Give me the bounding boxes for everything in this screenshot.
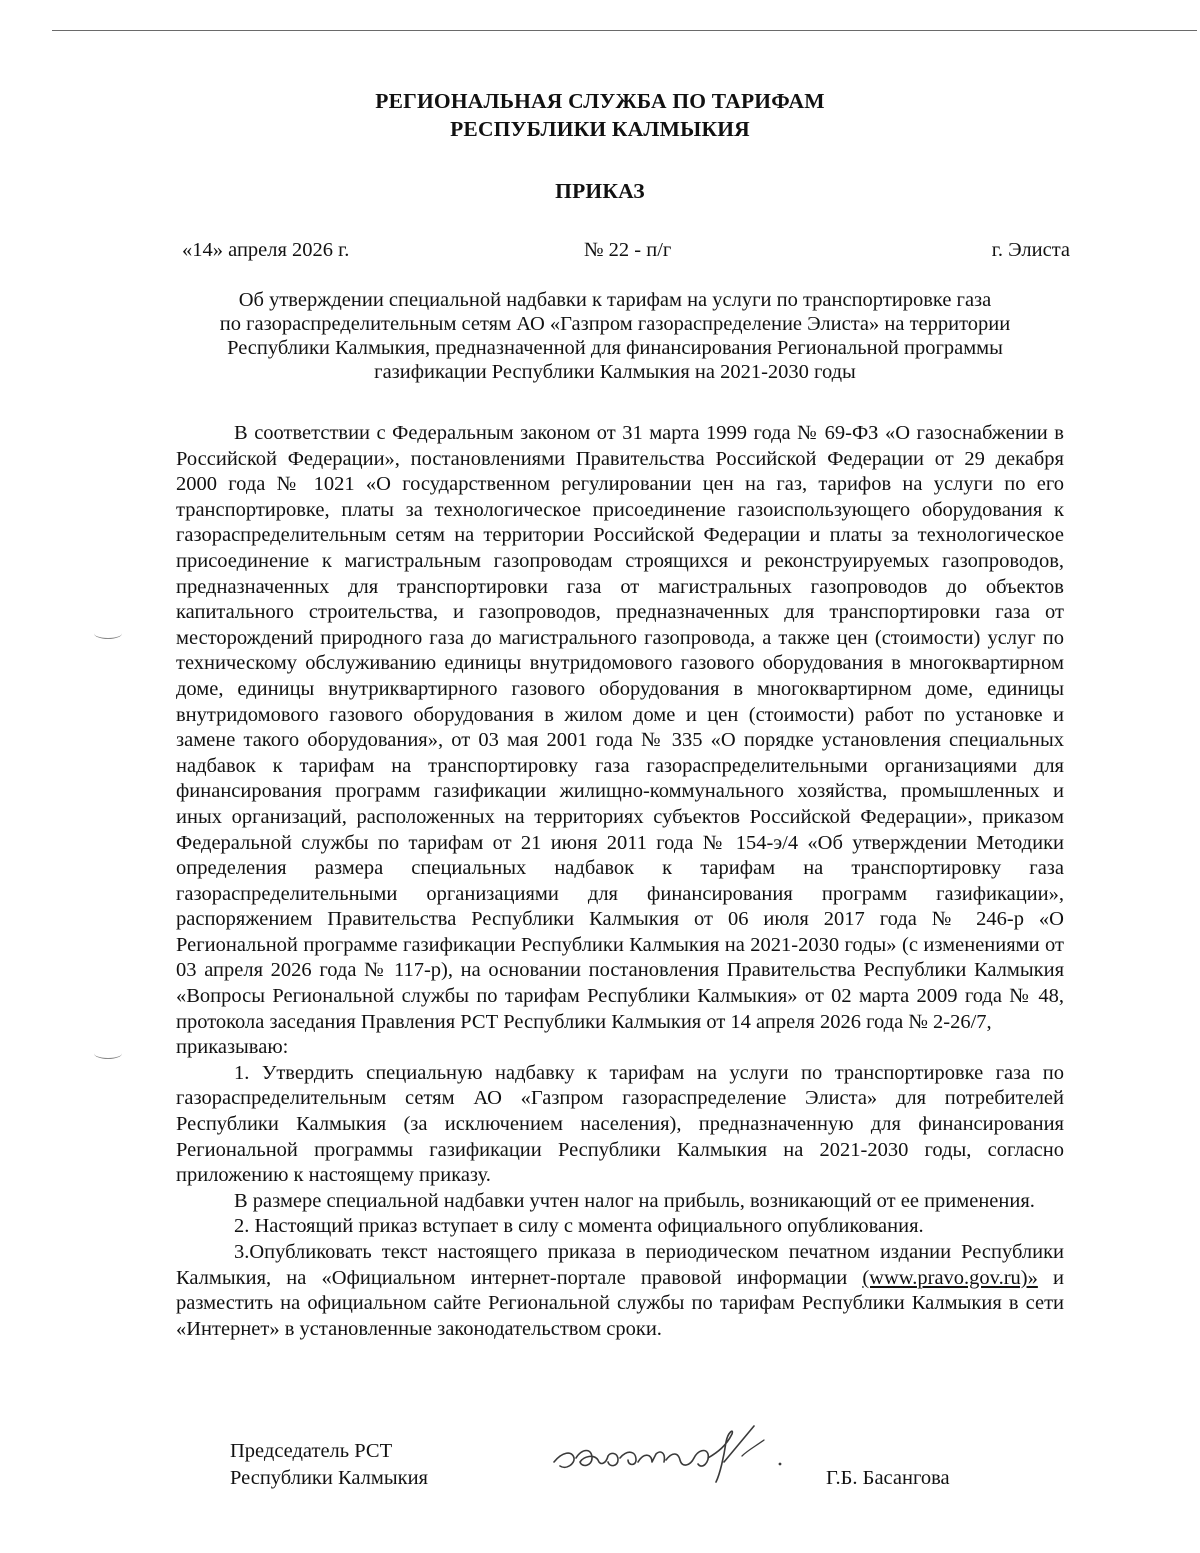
- position-line: Председатель РСТ: [230, 1440, 393, 1462]
- signatory-name: Г.Б. Басангова: [826, 1467, 950, 1489]
- subject-line: газификации Республики Калмыкия на 2021-2030 годы: [374, 361, 856, 383]
- order-body: [176, 421, 1064, 1342]
- dateline: [182, 236, 1070, 264]
- item-1-paragraph: 1. Утвердить специальную надбавку к тарифам на услуги по транспортировке газа по газораспределительным сетям АО «Газпром газораспределение Элиста» для потребителей Республики Калмыкия (за исключением населения), предназначенную для финансирования Региональной программы газификации Республики Калмыкия на 2021-2030 годы, согласно приложению к настоящему приказу.: [176, 1061, 1064, 1187]
- order-number: № 22 - п/г: [584, 239, 672, 261]
- item-3-text-start: 3.Опубликовать текст настоящего приказа в периодическом печатном издании Республики Калмыкия, на «Официальном интернет-портале правовой информации: [176, 1241, 1064, 1289]
- order-word: приказываю:: [176, 1036, 289, 1059]
- subject-line: Республики Калмыкия, предназначенной для финансирования Региональной программы: [227, 337, 1003, 359]
- item-2-paragraph: 2. Настоящий приказ вступает в силу с момента официального опубликования.: [234, 1215, 924, 1238]
- subject-line: по газораспределительным сетям АО «Газпром газораспределение Элиста» на территории: [219, 313, 1011, 335]
- item-3-text-end: и разместить на официальном сайте Региональной службы по тарифам Республики Калмыкия в сети «Интернет» в установленные законодательством сроки.: [176, 1266, 1064, 1340]
- subject-line: Об утверждении специальной надбавки к тарифам на услуги по транспортировке газа: [238, 289, 992, 311]
- position-line: Республики Калмыкия: [230, 1467, 428, 1489]
- signatory-position: [230, 1438, 428, 1492]
- order-subject: [150, 288, 1080, 384]
- scan-top-edge: [52, 30, 1197, 31]
- portal-link[interactable]: (www.pravo.gov.ru)»: [862, 1266, 1038, 1289]
- handwritten-signature: [548, 1418, 788, 1490]
- item-3-paragraph: [176, 1240, 1064, 1342]
- order-date: «14» апреля 2026 г.: [182, 239, 350, 261]
- order-city: г. Элиста: [991, 239, 1070, 261]
- item-1-note: В размере специальной надбавки учтен налог на прибыль, возникающий от ее применения.: [234, 1189, 1035, 1212]
- org-name-line1: РЕГИОНАЛЬНАЯ СЛУЖБА ПО ТАРИФАМ: [375, 89, 825, 113]
- preamble-paragraph: В соответствии с Федеральным законом от 31 марта 1999 года № 69-ФЗ «О газоснабжении в Российской Федерации», постановлениями Правительства Российской Федерации от 29 декабря 2000 года № 1021 «О государственном регулировании цен на газ, тарифов на услуги по его транспортировке, платы за технологическое присоединение газоиспользующего оборудования к газораспределительным сетям на территории Российской Федерации и платы за технологическое присоединение к магистральным газопроводам строящихся и реконструируемых газопроводов, предназначенных для транспортировки газа от магистральных газопроводов до объектов капитального строительства, и газопроводов, предназначенных для транспортировки газа от месторождений природного газа до магистрального газопровода, а также цен (стоимости) услуг по техническому обслуживанию единицы внутридомового газового оборудования в многоквартирном доме, единицы внутриквартирного газового оборудования в многоквартирном доме, единицы внутридомового газового оборудования в жилом доме и цен (стоимости) работ по установке и замене такого оборудования», от 03 мая 2001 года № 335 «О порядке установления специальных надбавок к тарифам на транспортировку газа газораспределительными организациями для финансирования программ газификации жилищно-коммунального хозяйства, промышленных и иных организаций, расположенных на территориях субъектов Российской Федерации», приказом Федеральной службы по тарифам от 21 июня 2011 года № 154-э/4 «Об утверждении Методики определения размера специальных надбавок к тарифам на транспортировку газа газораспределительными организациями для финансирования программ газификации», распоряжением Правительства Республики Калмыкия от 06 июля 2017 года № 246-р «О Региональной программе газификации Республики Калмыкия на 2021-2030 годы» (с изменениями от 03 апреля 2026 года № 117-р), на основании постановления Правительства Республики Калмыкия «Вопросы Региональной службы по тарифам Республики Калмыкия» от 02 марта 2009 года № 48, протокола заседания Правления РСТ Республики Калмыкия от 14 апреля 2026 года № 2-26/7,: [176, 422, 1064, 1033]
- punch-hole-mark: [94, 628, 122, 639]
- doc-type-title: ПРИКАЗ: [555, 179, 645, 203]
- org-name-line2: РЕСПУБЛИКИ КАЛМЫКИЯ: [450, 117, 750, 141]
- punch-hole-mark: [94, 1048, 122, 1059]
